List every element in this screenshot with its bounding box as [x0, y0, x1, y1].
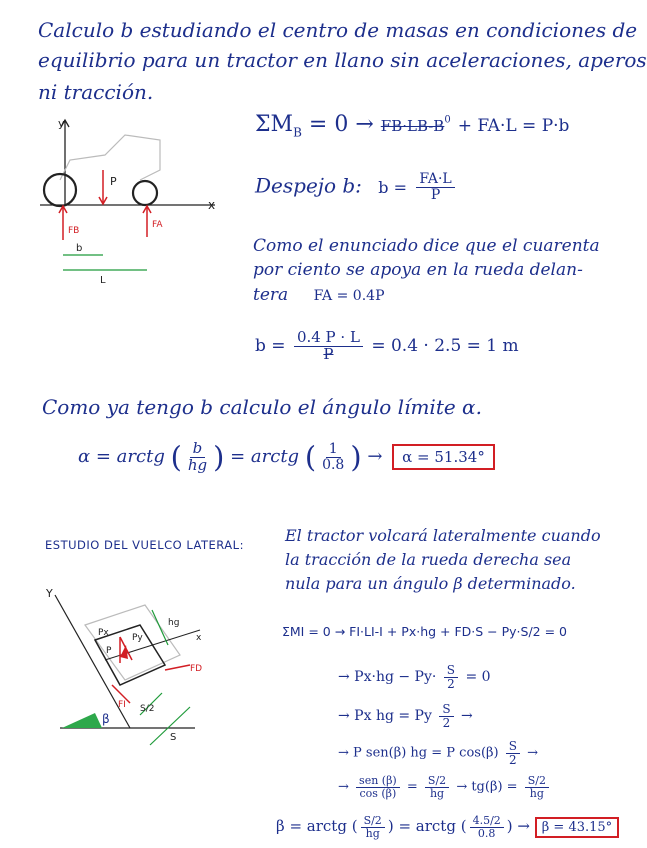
step-2	[338, 703, 473, 729]
beta-mid: = arctg	[398, 817, 456, 836]
b-calculation	[255, 330, 519, 363]
step1-num: S	[444, 664, 458, 678]
weight-label: P	[110, 175, 117, 188]
beta-equation: β = arctg ( $\frac{S/2}{hg}$ ) = arctg ( $\frac{4.5/2}{0.8}$ ) → β = 43.15°	[276, 815, 619, 839]
p2-label: P	[106, 646, 112, 656]
enunciado-line-2: por ciento se apoya en la rueda delan-	[253, 260, 583, 280]
moment-eq: = 0 →	[308, 112, 374, 137]
intro-line-3: ni tracción.	[38, 80, 154, 104]
enunciado-line-1: Como el enunciado dice que el cuarenta	[253, 236, 600, 256]
hg-label: hg	[168, 618, 180, 628]
beta-num-1: S/2	[361, 815, 385, 828]
step-1	[338, 664, 491, 690]
alpha-num-2: 1	[326, 442, 341, 458]
vuelco-line-3: nula para un ángulo β determinado.	[285, 574, 576, 593]
step4-den-3: hg	[529, 786, 544, 800]
s-half-label: S/2	[140, 704, 155, 714]
step4-den-2: hg	[429, 786, 445, 800]
s-label: S	[170, 732, 177, 743]
step4-mid: → tg(β) =	[456, 779, 518, 795]
fd-label: FD	[190, 664, 203, 674]
step-3	[338, 740, 538, 766]
force-fb-label: FB	[68, 226, 80, 236]
moment-equation-1	[255, 112, 569, 139]
alpha-num-1: b	[190, 441, 206, 458]
beta-den-2: 0.8	[477, 826, 496, 840]
tractor-slope-diagram	[40, 585, 220, 760]
bcalc-lhs: b =	[255, 335, 286, 356]
moment-zero: 0	[444, 114, 451, 126]
step3-den: 2	[509, 752, 517, 767]
alpha-equation: α = arctg ( $\frac{b}{hg}$ ) = arctg ( $\frac{1}{0.8}$ ) → α = 51.34°	[78, 440, 495, 474]
step4-eq: =	[406, 779, 418, 795]
despejo-row	[255, 172, 458, 202]
axis-y-label: y	[58, 117, 65, 130]
step1-den: 2	[447, 676, 455, 691]
fi-label: FI	[118, 700, 126, 710]
alpha-mid: = arctg	[230, 446, 300, 467]
vuelco-line-2: la tracción de la rueda derecha sea	[285, 550, 572, 569]
como-tengo-text: Como ya tengo b calculo el ángulo límite α.	[42, 395, 482, 419]
axis-x-label: x	[208, 198, 216, 212]
alpha-den-1: hg	[187, 455, 208, 474]
vuelco-title: ESTUDIO DEL VUELCO LATERAL:	[45, 538, 244, 552]
intro-line-1: Calculo b estudiando el centro de masas en condiciones de	[38, 18, 638, 42]
alpha-den-2: 0.8	[322, 456, 345, 473]
enunciado-fa-eq: FA = 0.4P	[313, 288, 385, 304]
despejo-den: P	[430, 186, 441, 203]
beta-num-2: 4.5/2	[470, 815, 504, 828]
alpha-lhs: α = arctg	[78, 446, 165, 467]
step4-den-1: cos (β)	[359, 786, 397, 800]
step1-a: → Px·hg − Py·	[338, 669, 437, 686]
intro-line-2: equilibrio para un tractor en llano sin aceleraciones, aperos	[38, 48, 647, 72]
step2-den: 2	[442, 715, 451, 730]
step4-num-2: S/2	[425, 775, 449, 788]
beta-arrow: →	[517, 817, 530, 836]
beta-result: β = 43.15°	[535, 817, 619, 838]
dim-l-label: L	[100, 275, 106, 286]
moment-equation-2: ΣMI = 0 → FI·LI-I + Px·hg + FD·S − Py·S/2 = 0	[282, 624, 567, 639]
bcalc-num: 0.4 P · L	[294, 330, 363, 347]
moment-term-2: + FA·L = P·b	[457, 116, 570, 136]
step3-a: → P sen(β) hg = P cos(β)	[338, 745, 499, 761]
step-4	[338, 775, 552, 799]
px-label: Px	[98, 628, 109, 638]
dim-b-label: b	[76, 243, 83, 254]
step1-b: = 0	[465, 669, 491, 686]
despejo-lhs: b =	[378, 177, 408, 197]
axis-y2-label: Y	[46, 587, 53, 600]
step2-num: S	[439, 703, 453, 717]
moment-lhs: ΣM	[255, 112, 294, 137]
force-fa-label: FA	[152, 220, 163, 230]
py-label: Py	[132, 633, 143, 643]
step2-b: →	[461, 708, 473, 725]
beta-lhs: β = arctg	[276, 817, 347, 836]
despejo-num: FA·L	[416, 172, 454, 188]
bcalc-rhs: = 0.4 · 2.5 = 1 m	[371, 335, 519, 356]
bcalc-den: P	[323, 344, 334, 363]
alpha-result: α = 51.34°	[392, 444, 495, 470]
step4-num-1: sen (β)	[356, 775, 400, 788]
angle-beta-label: β	[102, 712, 110, 726]
step3-b: →	[527, 745, 539, 761]
despejo-label: Despejo b:	[255, 173, 362, 198]
enunciado-line-3-text: tera	[253, 285, 289, 305]
tractor-flat-diagram	[30, 115, 230, 290]
vuelco-line-1: El tractor volcará lateralmente cuando	[285, 526, 601, 545]
enunciado-line-3	[253, 285, 385, 305]
step4-num-3: S/2	[525, 775, 549, 788]
beta-den-1: hg	[365, 826, 380, 840]
step2-a: → Px hg = Py	[338, 708, 432, 725]
moment-sub: B	[293, 125, 302, 140]
step4-pre: →	[338, 779, 349, 795]
step3-num: S	[506, 740, 520, 754]
axis-x2-label: x	[196, 633, 202, 643]
moment-term-1: FB·LB-B	[380, 117, 445, 135]
